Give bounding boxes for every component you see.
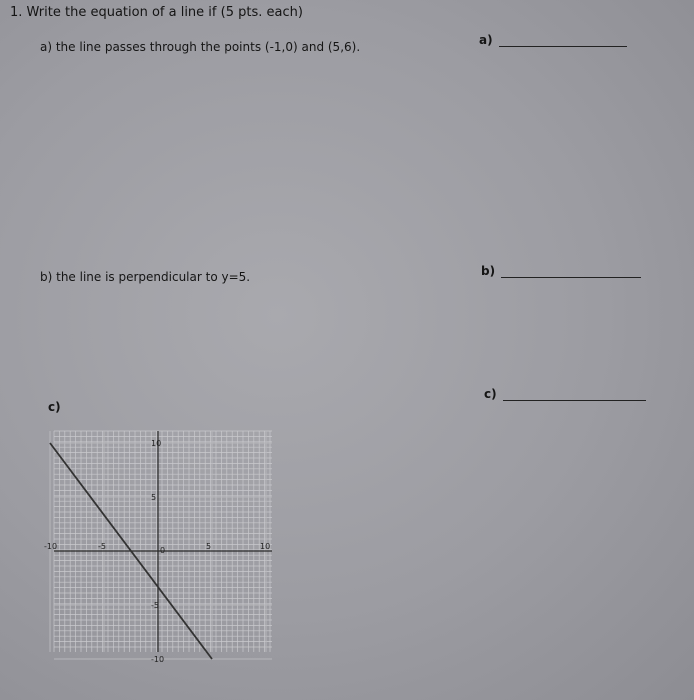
part-c-question: c) [48,400,61,414]
x-tick-label: -10 [44,542,58,551]
problem-title: 1. Write the equation of a line if (5 pts. each) [10,5,303,20]
graph-grid [50,431,272,659]
y-tick-label: -5 [151,601,159,610]
y-tick-label: 5 [151,493,157,502]
answer-a-label: a) [479,33,493,47]
part-a-question: a) the line passes through the points (-1,0) and (5,6). [40,40,361,54]
x-tick-label: 0 [160,546,166,555]
part-b-question: b) the line is perpendicular to y=5. [40,270,251,284]
x-tick-label: -5 [98,542,106,551]
x-tick-label: 10 [260,542,271,551]
x-tick-label: 5 [206,542,212,551]
answer-b-label: b) [481,264,496,278]
answer-c-label: c) [484,387,497,401]
y-tick-label: -10 [151,655,165,664]
y-tick-label: 10 [151,439,162,448]
